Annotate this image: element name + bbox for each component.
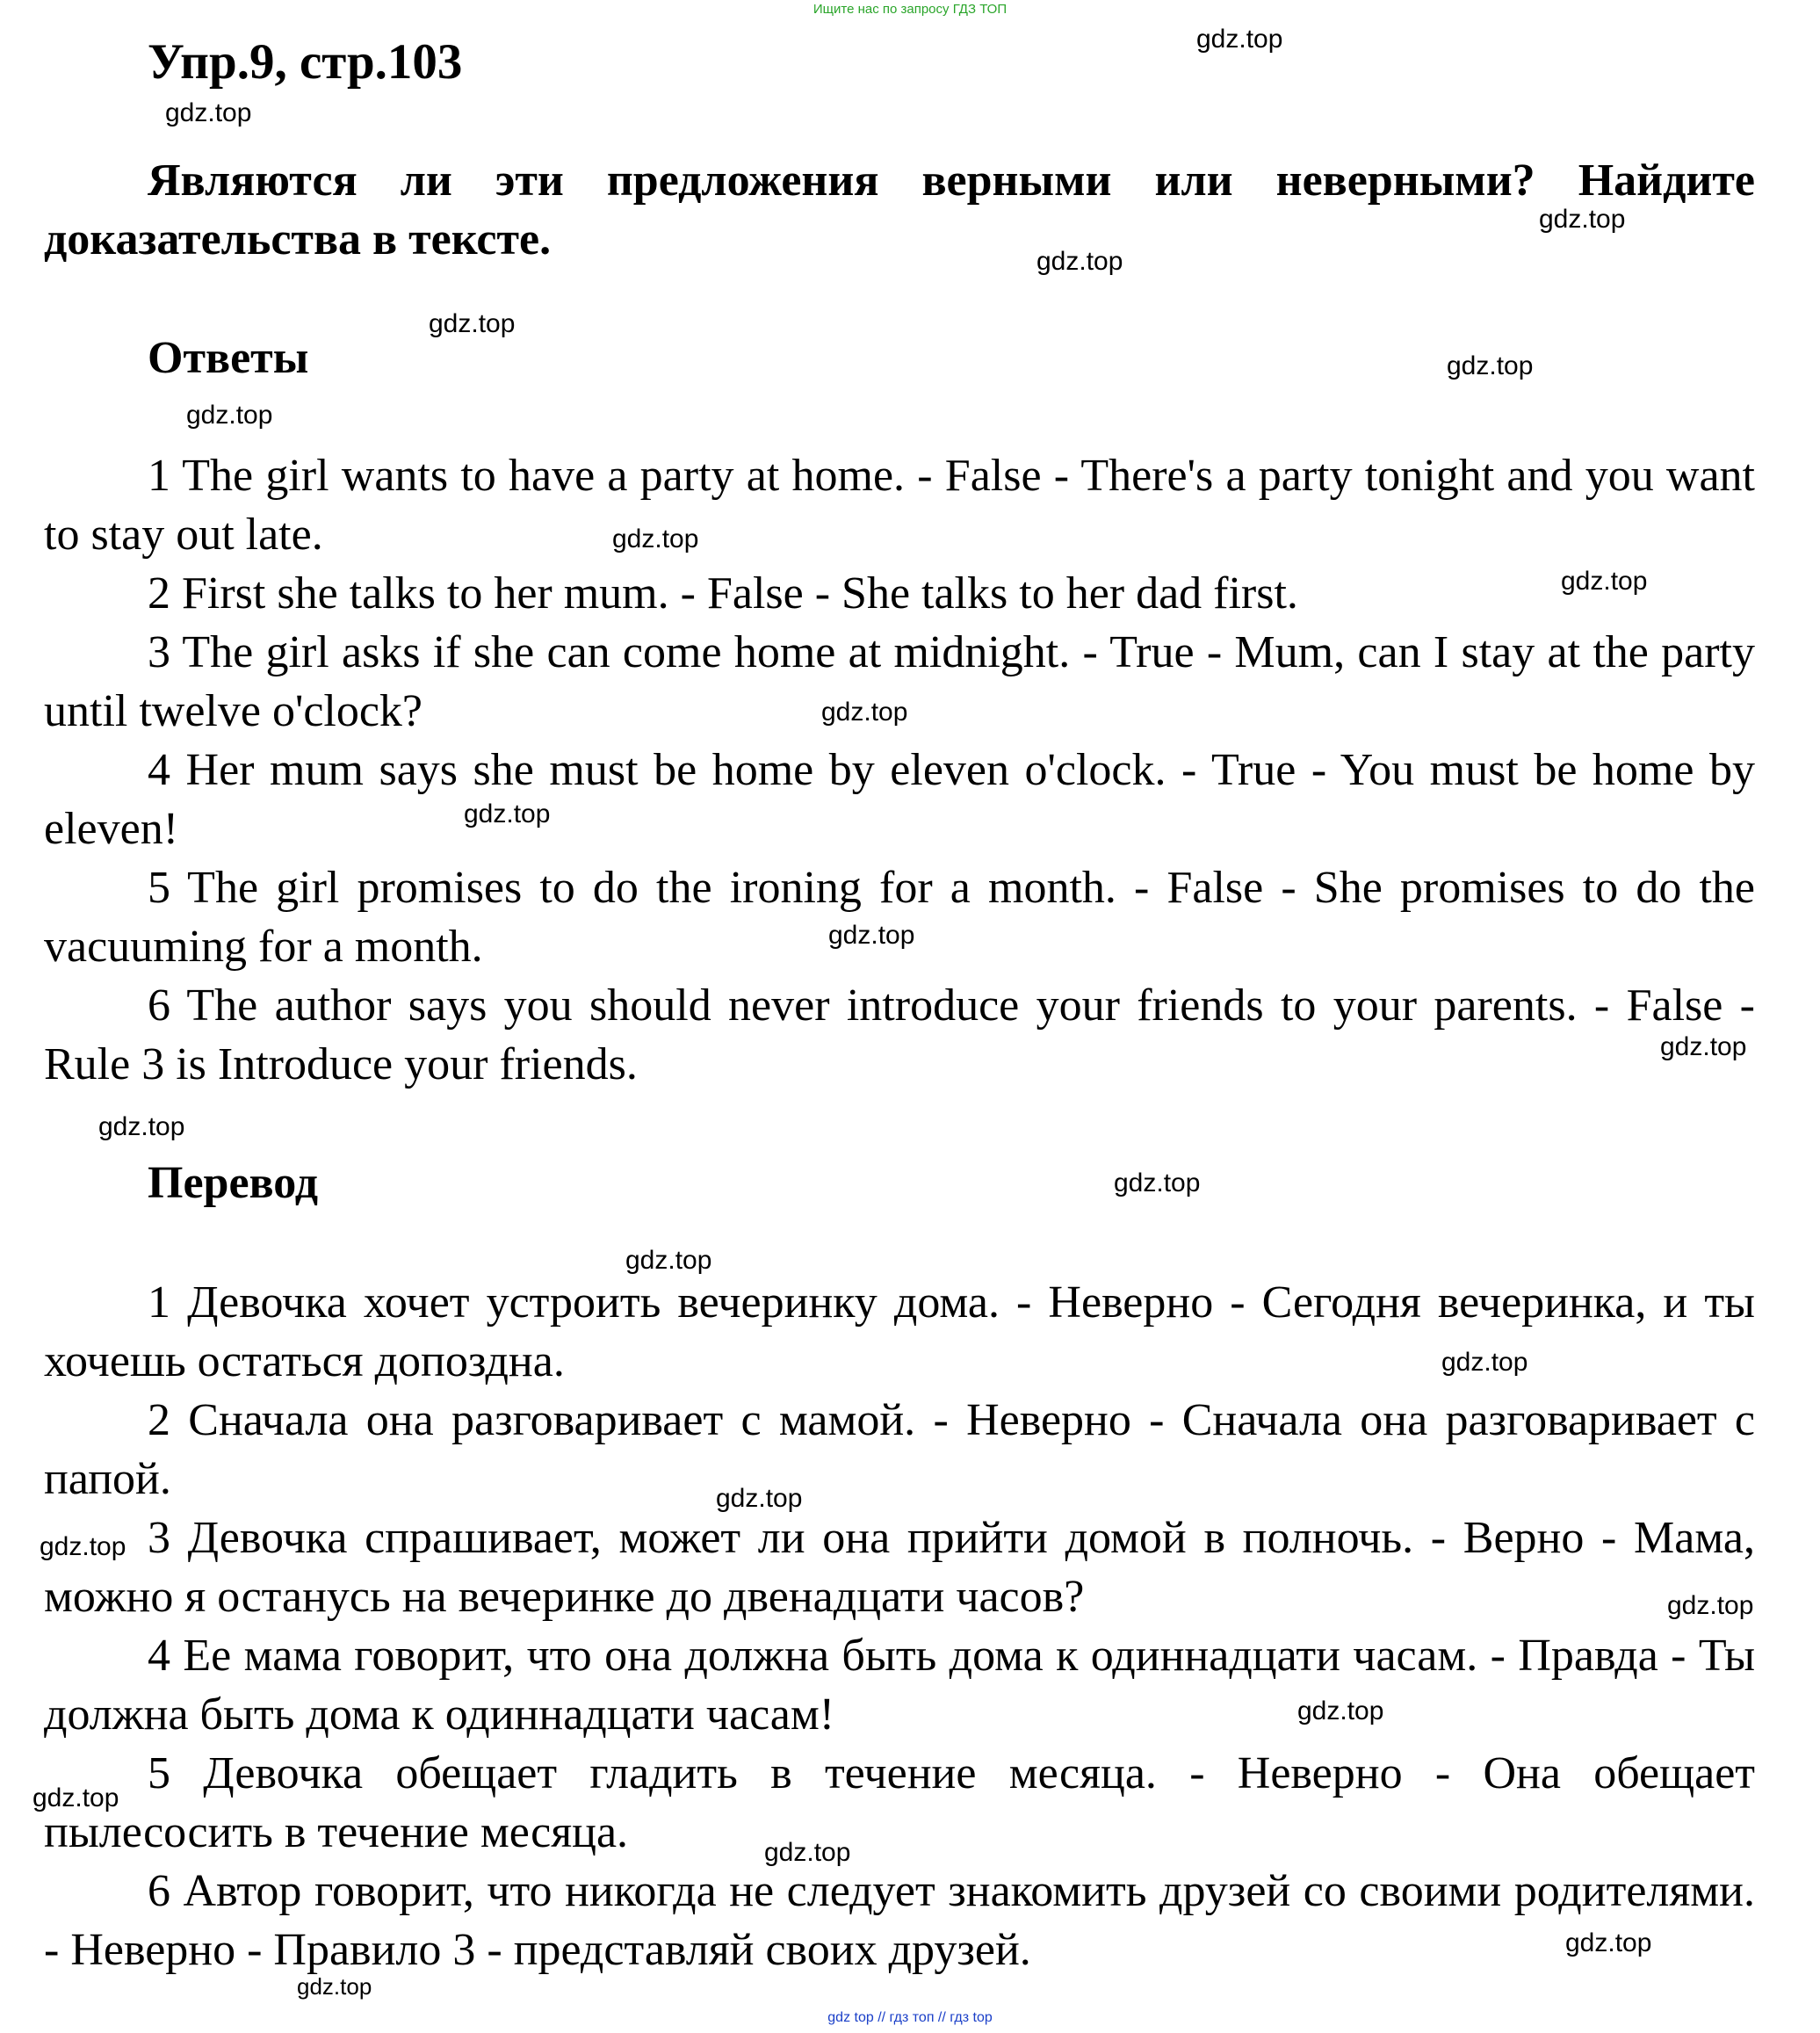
watermark: gdz.top — [821, 698, 908, 727]
footer-watermark: gdz top // гдз топ // гдз top — [827, 2010, 993, 2025]
translation-list — [44, 1273, 1755, 1979]
answer-item: 2 First she talks to her mum. - False - She talks to her dad first. — [148, 568, 1298, 619]
watermark: gdz.top — [297, 1973, 372, 2000]
watermark: gdz.top — [1447, 351, 1534, 380]
answer-item: 4 Her mum says she must be home by eleven o'clock. - True - You must be home by eleven! — [44, 745, 1755, 854]
translation-item: 2 Сначала она разговаривает с мамой. - Неверно - Сначала она разговаривает с папой. — [44, 1395, 1755, 1504]
task-text: Являются ли эти предложения верными или неверными? Найдите доказательства в тексте. — [44, 156, 1755, 264]
watermark: gdz.top — [1036, 247, 1123, 276]
watermark: gdz.top — [1297, 1697, 1384, 1726]
translation-item: 6 Автор говорит, что никогда не следует знакомить друзей со своими родителями. - Неверно - Правило 3 - представляй своих друзей. — [44, 1866, 1755, 1975]
answers-list — [44, 446, 1755, 1094]
answer-item: 6 The author says you should never introduce your friends to your parents. - False - Rule 3 is Introduce your friends. — [44, 980, 1755, 1089]
watermark: gdz.top — [1441, 1348, 1528, 1377]
answer-item: 1 The girl wants to have a party at home. - False - There's a party tonight and you want to stay out late. — [44, 451, 1755, 560]
translation-item: 1 Девочка хочет устроить вечеринку дома. - Неверно - Сегодня вечеринка, и ты хочешь остаться допоздна. — [44, 1277, 1755, 1386]
watermark: gdz.top — [1660, 1032, 1747, 1061]
watermark: gdz.top — [625, 1246, 712, 1275]
watermark: gdz.top — [1565, 1928, 1652, 1957]
answer-item: 5 The girl promises to do the ironing for a month. - False - She promises to do the vacuuming for a month. — [44, 863, 1755, 972]
watermark: gdz.top — [98, 1112, 185, 1141]
top-banner: Ищите нас по запросу ГДЗ ТОП — [812, 2, 1008, 17]
watermark: gdz.top — [612, 525, 699, 553]
watermark: gdz.top — [764, 1838, 851, 1867]
watermark: gdz.top — [1667, 1591, 1754, 1620]
watermark: gdz.top — [32, 1783, 119, 1812]
watermark: gdz.top — [1561, 567, 1648, 596]
watermark: gdz.top — [828, 921, 915, 950]
translation-heading: Перевод — [148, 1158, 319, 1208]
translation-item: 3 Девочка спрашивает, может ли она прийти домой в полночь. - Верно - Мама, можно я останусь на вечеринке до двенадцати часов? — [44, 1513, 1755, 1622]
watermark: gdz.top — [40, 1532, 126, 1561]
watermark: gdz.top — [186, 401, 273, 430]
answers-heading: Ответы — [148, 333, 309, 383]
watermark: gdz.top — [165, 98, 252, 127]
watermark: gdz.top — [716, 1484, 803, 1513]
watermark: gdz.top — [464, 799, 551, 828]
translation-item: 5 Девочка обещает гладить в течение месяца. - Неверно - Она обещает пылесосить в течение месяца. — [44, 1748, 1755, 1857]
watermark: gdz.top — [1196, 25, 1283, 54]
page-title: Упр.9, стр.103 — [148, 34, 463, 90]
watermark: gdz.top — [429, 309, 516, 338]
answer-item: 3 The girl asks if she can come home at midnight. - True - Mum, can I stay at the party until twelve o'clock? — [44, 627, 1755, 736]
translation-item: 4 Ее мама говорит, что она должна быть дома к одиннадцати часам. - Правда - Ты должна быть дома к одиннадцати часам! — [44, 1631, 1755, 1740]
watermark: gdz.top — [1539, 205, 1626, 234]
watermark: gdz.top — [1114, 1168, 1201, 1197]
